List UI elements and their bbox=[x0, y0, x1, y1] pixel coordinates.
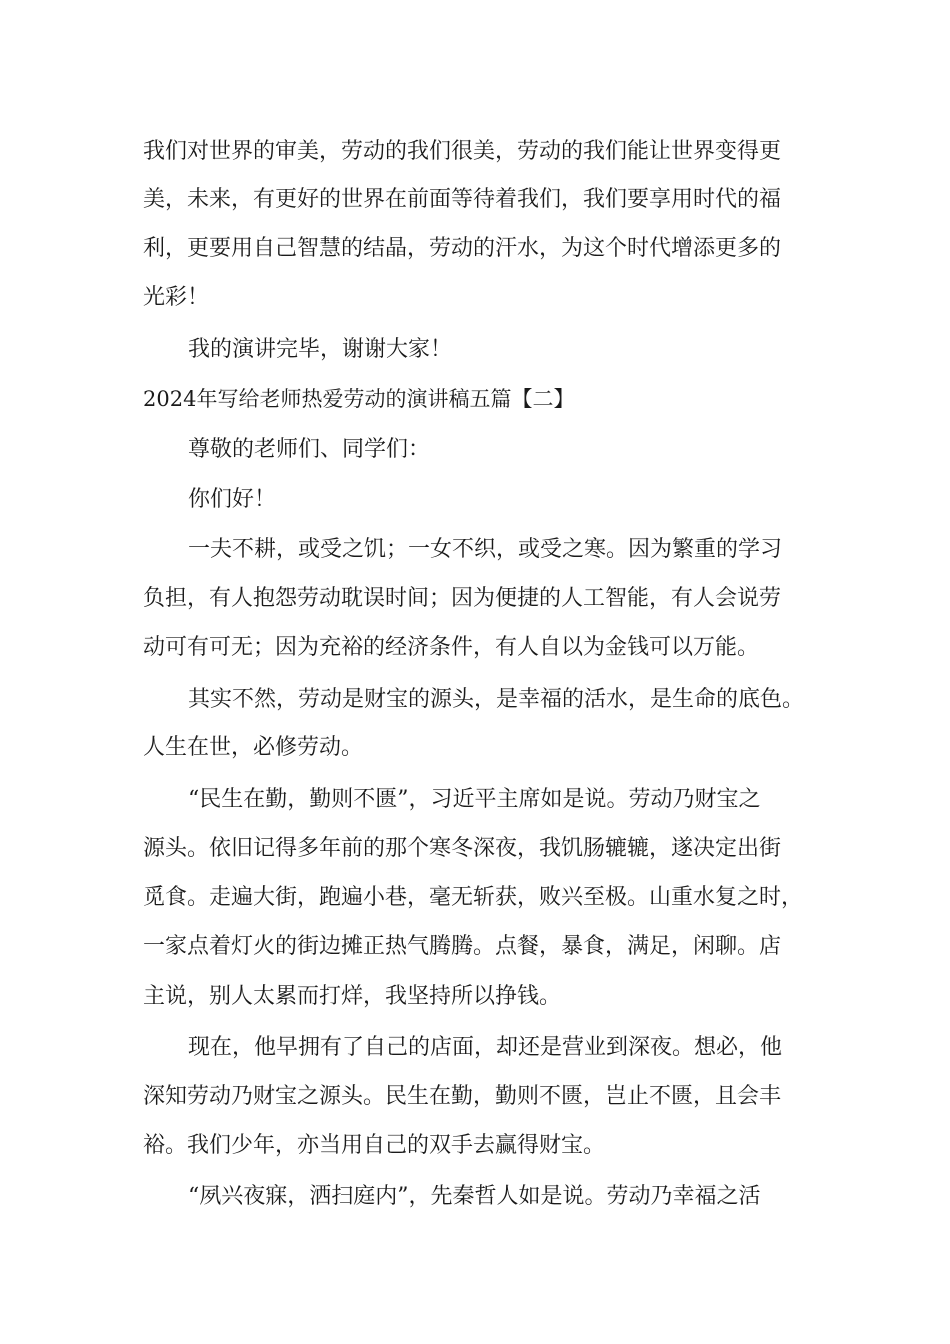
closing-line: 我的演讲完毕，谢谢大家！ bbox=[188, 337, 453, 362]
text-line: 现在，他早拥有了自己的店面，却还是营业到深夜。想必，他 bbox=[188, 1035, 783, 1060]
text-line: 其实不然，劳动是财宝的源头，是幸福的活水，是生命的底色。 bbox=[188, 687, 805, 712]
greeting: 你们好！ bbox=[188, 487, 277, 512]
text-line: 美，未来，有更好的世界在前面等待着我们，我们要享用时代的福 bbox=[143, 187, 782, 212]
text-line: 觅食。走遍大街，跑遍小巷，毫无斩获，败兴至极。山重水复之时， bbox=[143, 885, 804, 910]
section-heading: 2024年写给老师热爱劳动的演讲稿五篇【二】 bbox=[143, 387, 575, 411]
text-line: 主说，别人太累而打烊，我坚持所以挣钱。 bbox=[143, 984, 562, 1009]
text-line: 裕。我们少年，亦当用自己的双手去赢得财宝。 bbox=[143, 1133, 606, 1158]
salutation: 尊敬的老师们、同学们： bbox=[188, 437, 431, 462]
text-line: 深知劳动乃财宝之源头。民生在勤，勤则不匮，岂止不匮，且会丰 bbox=[143, 1084, 782, 1109]
text-line: 一家点着灯火的街边摊正热气腾腾。点餐，暴食，满足，闲聊。店 bbox=[143, 934, 782, 959]
text-line: “民生在勤，勤则不匮”，习近平主席如是说。劳动乃财宝之 bbox=[188, 787, 761, 812]
text-line: 一夫不耕，或受之饥；一女不织，或受之寒。因为繁重的学习 bbox=[188, 537, 783, 562]
text-line: 利，更要用自己智慧的结晶，劳动的汗水，为这个时代增添更多的 bbox=[143, 236, 782, 261]
text-line: 我们对世界的审美，劳动的我们很美，劳动的我们能让世界变得更 bbox=[143, 139, 782, 164]
text-line: “夙兴夜寐，洒扫庭内”，先秦哲人如是说。劳动乃幸福之活 bbox=[188, 1184, 761, 1209]
text-line: 光彩！ bbox=[143, 285, 210, 310]
text-line: 人生在世，必修劳动。 bbox=[143, 735, 364, 760]
text-line: 源头。依旧记得多年前的那个寒冬深夜，我饥肠辘辘，遂决定出街 bbox=[143, 836, 782, 861]
text-line: 负担，有人抱怨劳动耽误时间；因为便捷的人工智能，有人会说劳 bbox=[143, 586, 782, 611]
text-line: 动可有可无；因为充裕的经济条件，有人自以为金钱可以万能。 bbox=[143, 635, 760, 660]
